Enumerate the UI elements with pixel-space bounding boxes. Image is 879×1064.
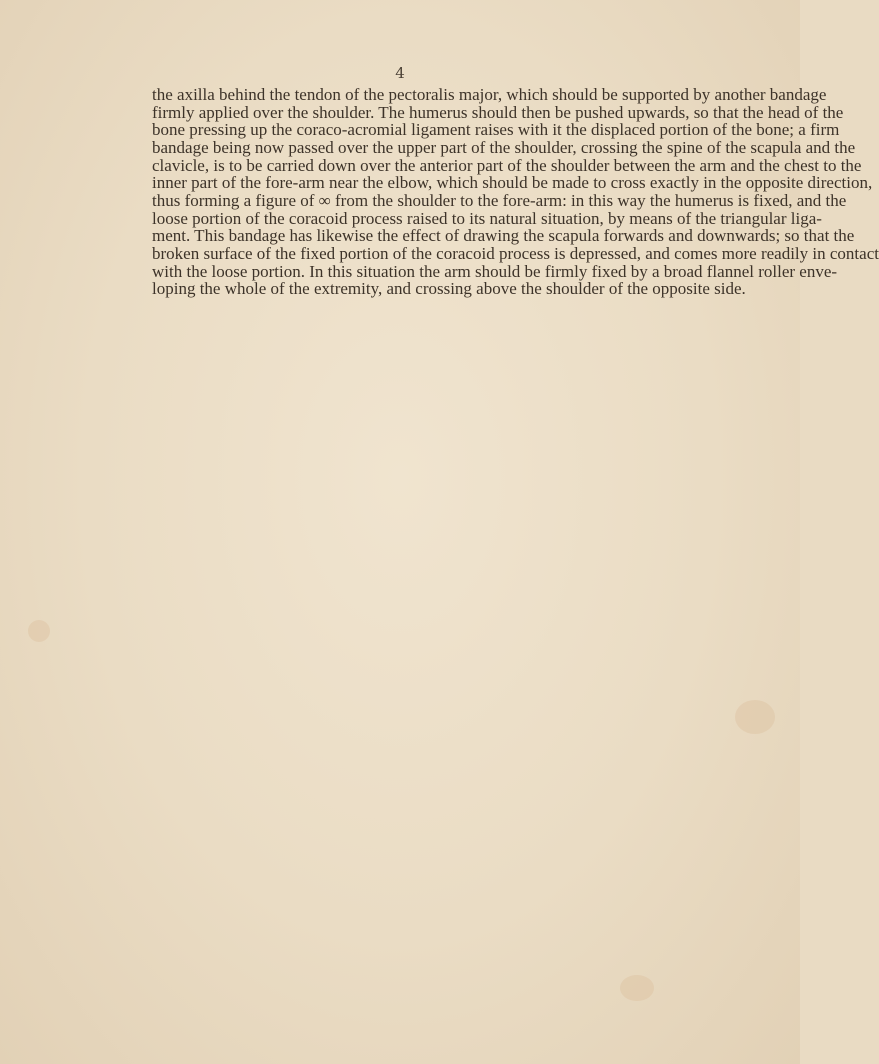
text-line: clavicle, is to be carried down over the anterior part of the shoulder between the arm and the chest to the	[152, 155, 862, 175]
text-line: bandage being now passed over the upper part of the shoulder, crossing the spine of the scapula and the	[152, 137, 856, 157]
text-line: bone pressing up the coraco-acromial ligament raises with it the displaced portion of the bone; a firm	[152, 120, 840, 140]
paper-stain	[28, 620, 50, 642]
text-line: inner part of the fore-arm near the elbow, which should be made to cross exactly in the opposite direction,	[152, 173, 873, 193]
paper-stain	[620, 975, 654, 1001]
text-line: with the loose portion. In this situation the arm should be firmly fixed by a broad flannel roller enve-	[152, 261, 838, 281]
text-line: ment. This bandage has likewise the effect of drawing the scapula forwards and downwards; so that the	[152, 226, 855, 246]
page-number: 4	[395, 64, 405, 82]
body-paragraph	[152, 85, 879, 299]
text-line: firmly applied over the shoulder. The humerus should then be pushed upwards, so that the head of the	[152, 102, 844, 122]
text-line: loping the whole of the extremity, and crossing above the shoulder of the opposite side.	[152, 279, 746, 299]
text-line: broken surface of the fixed portion of the coracoid process is depressed, and comes more readily in contact	[152, 243, 879, 263]
paper-stain	[735, 700, 775, 734]
text-line: thus forming a figure of ∞ from the shoulder to the fore-arm: in this way the humerus is fixed, and the	[152, 190, 847, 210]
text-line: loose portion of the coracoid process raised to its natural situation, by means of the triangular liga-	[152, 208, 822, 228]
text-line: the axilla behind the tendon of the pectoralis major, which should be supported by another bandage	[152, 85, 827, 104]
